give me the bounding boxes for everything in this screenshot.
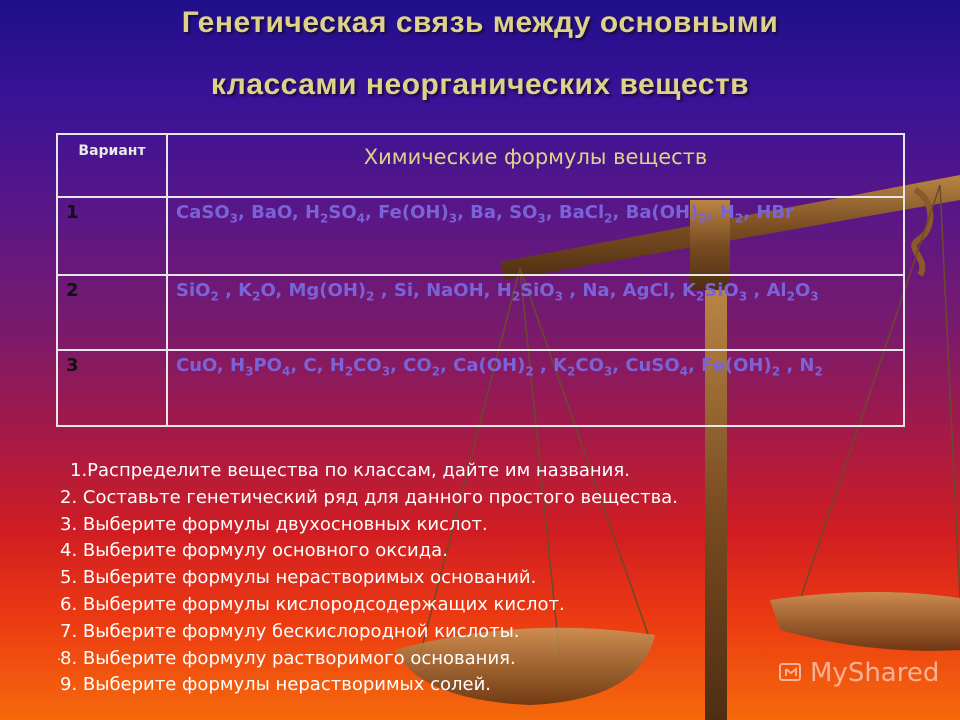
task-item: 6. Выберите формулы кислородсодержащих кислот. (60, 593, 565, 615)
task-item: 2. Составьте генетический ряд для данного простого вещества. (60, 486, 678, 508)
task-item: 7. Выберите формулу бескислородной кислоты. (60, 620, 520, 642)
table-header-row (57, 134, 904, 197)
stray-dot: . (57, 647, 61, 663)
right-pan (770, 592, 960, 651)
myshared-watermark[interactable] (778, 655, 938, 695)
task-list (60, 458, 678, 699)
table-row (57, 275, 904, 351)
variant-cell: 3 (57, 350, 167, 426)
header-variant: Вариант (57, 134, 167, 197)
task-item: 4. Выберите формулу основного оксида. (60, 540, 448, 562)
table-row (57, 350, 904, 426)
right-pan-string (940, 185, 960, 600)
header-formulas: Химические формулы веществ (167, 134, 904, 197)
task-item: 5. Выберите формулы нерастворимых оснований. (60, 567, 537, 589)
variant-cell: 1 (57, 197, 167, 275)
formula-cell: CuO, $H_3PO_4$, C, $H_2CO_3$, $CO_2$, $Ca(OH)_2$ , $K_2CO_3$, CuSO$_4$, $Fe(OH)_2$ , $N_2$ (167, 350, 904, 426)
watermark-text: MyShared (810, 658, 940, 688)
task-item: 9. Выберите формулы нерастворимых солей. (60, 674, 492, 696)
formula-cell: CaSO$_3$, BaO, $H_2SO_4$, $Fe(OH)_3$, Ba, $SO_3$, BaCl$_2$, $Ba(OH)_2$, $H_2$, HBr (167, 197, 904, 275)
task-item: 8. Выберите формулу растворимого основания. (60, 647, 516, 669)
variant-cell: 2 (57, 275, 167, 351)
task-item: 1.Распределите вещества по классам, дайте им названия. (70, 460, 630, 481)
page-title-line-1: Генетическая связь между основными (181, 6, 779, 39)
page-title-line-2: классами неорганических веществ (210, 68, 750, 101)
table-row (57, 197, 904, 275)
formulas-table (56, 133, 905, 427)
myshared-logo-icon (778, 659, 804, 685)
task-item: 3. Выберите формулы двухосновных кислот. (60, 513, 488, 535)
formula-cell: SiO$_2$ , $K_2O$, $Mg(OH)_2$ , Si, NaOH, $H_2SiO_3$ , Na, AgCl, $K_2SiO_3$ , $Al_2O_3$ (167, 275, 904, 351)
